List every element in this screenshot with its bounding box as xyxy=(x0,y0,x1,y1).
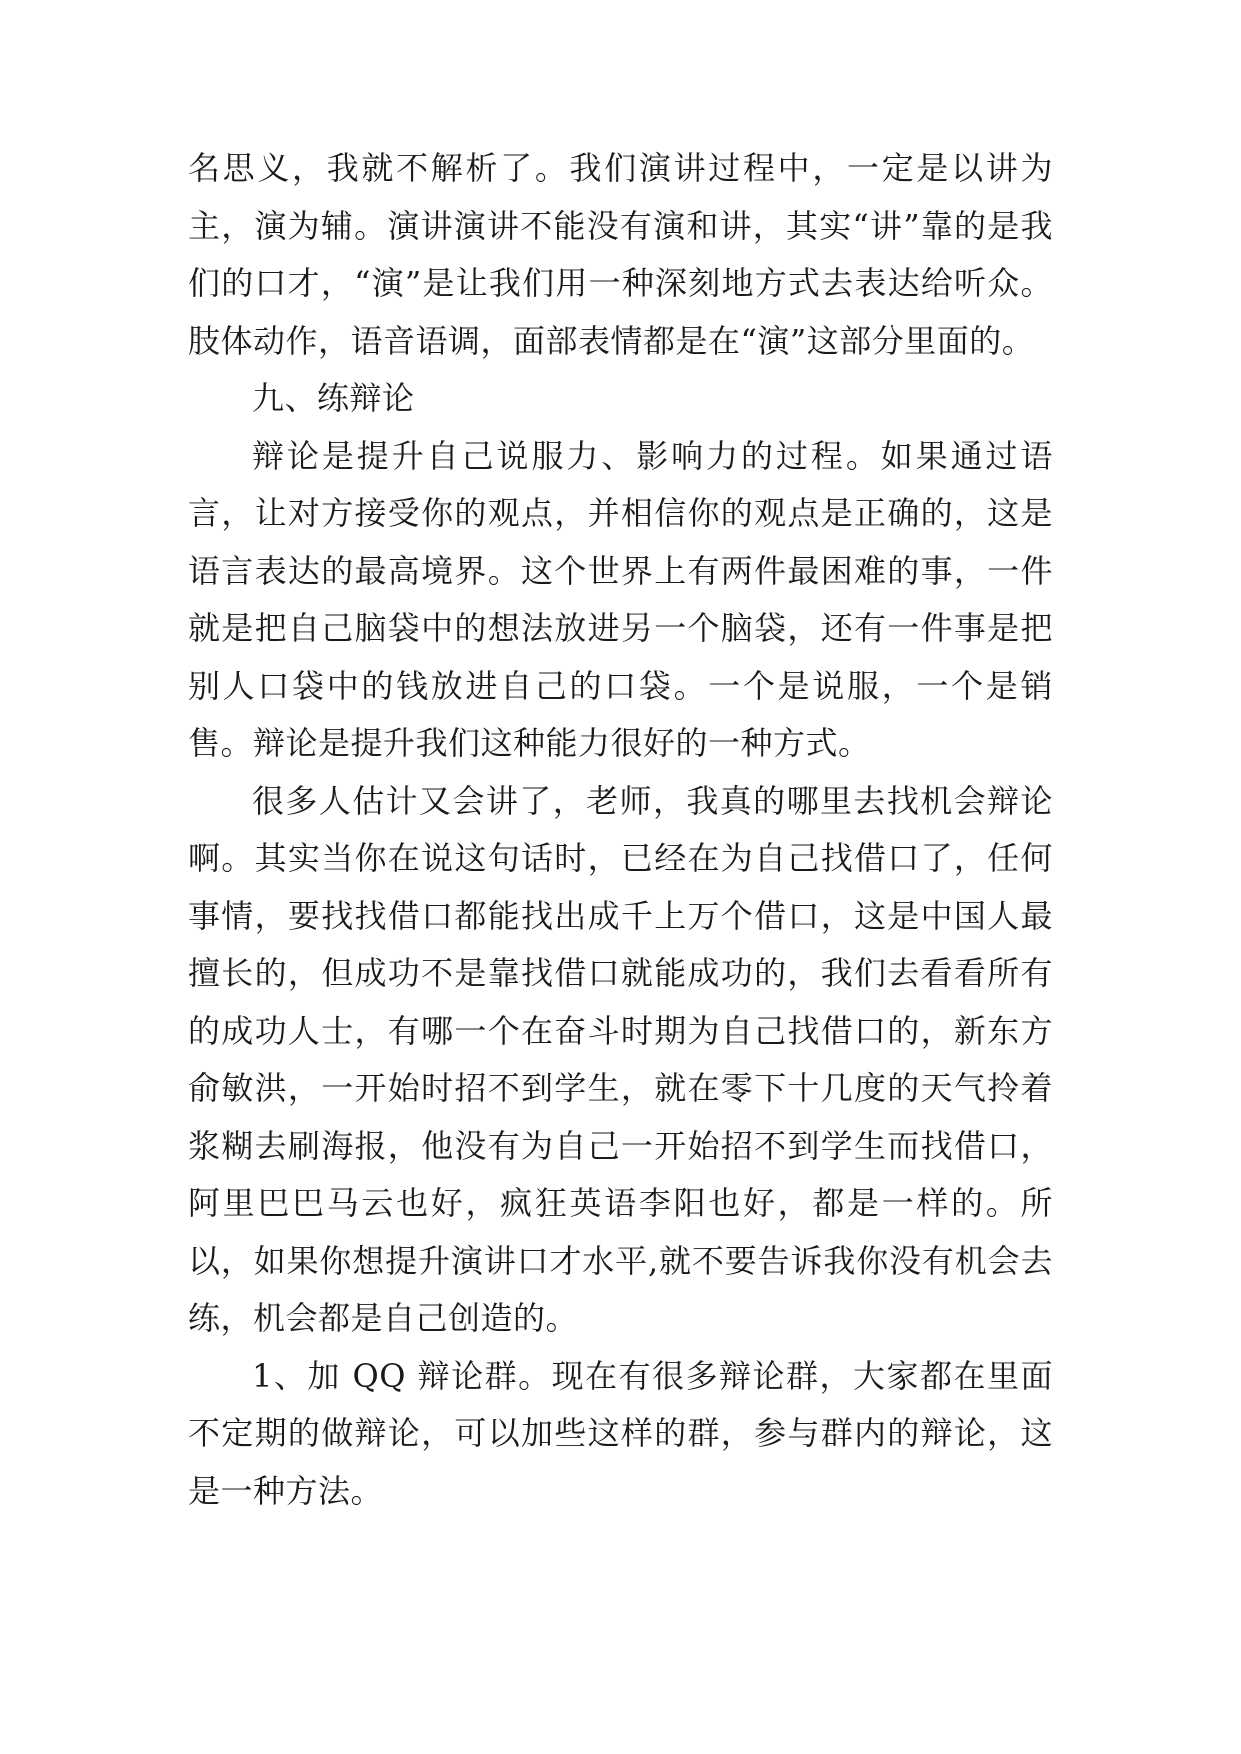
paragraph-qq-group: 1、加 QQ 辩论群。现在有很多辩论群，大家都在里面不定期的做辩论，可以加些这样的群，参与群内的辩论，这是一种方法。 xyxy=(188,1356,1053,1510)
body-text xyxy=(188,140,1053,1520)
paragraph-debate-intro: 辩论是提升自己说服力、影响力的过程。如果通过语言，让对方接受你的观点，并相信你的观点是正确的，这是语言表达的最高境界。这个世界上有两件最困难的事，一件就是把自己脑袋中的想法放进另一个脑袋，还有一件事是把别人口袋中的钱放进自己的口袋。一个是说服，一个是销售。辩论是提升我们这种能力很好的一种方式。 xyxy=(188,436,1053,762)
section-heading: 九、练辩论 xyxy=(252,379,415,417)
paragraph-excuses: 很多人估计又会讲了，老师，我真的哪里去找机会辩论啊。其实当你在说这句话时，已经在为自己找借口了，任何事情，要找找借口都能找出成千上万个借口，这是中国人最擅长的，但成功不是靠找借口就能成功的，我们去看看所有的成功人士，有哪一个在奋斗时期为自己找借口的，新东方俞敏洪，一开始时招不到学生，就在零下十几度的天气拎着浆糊去刷海报，他没有为自己一开始招不到学生而找借口，阿里巴巴马云也好，疯狂英语李阳也好，都是一样的。所以，如果你想提升演讲口才水平,就不要告诉我你没有机会去练，机会都是自己创造的。 xyxy=(188,781,1053,1337)
paragraph-continuation: 名思义，我就不解析了。我们演讲过程中，一定是以讲为主，演为辅。演讲演讲不能没有演和讲，其实“讲”靠的是我们的口才，“演”是让我们用一种深刻地方式去表达给听众。肢体动作，语音语调，面部表情都是在“演”这部分里面的。 xyxy=(188,149,1053,360)
